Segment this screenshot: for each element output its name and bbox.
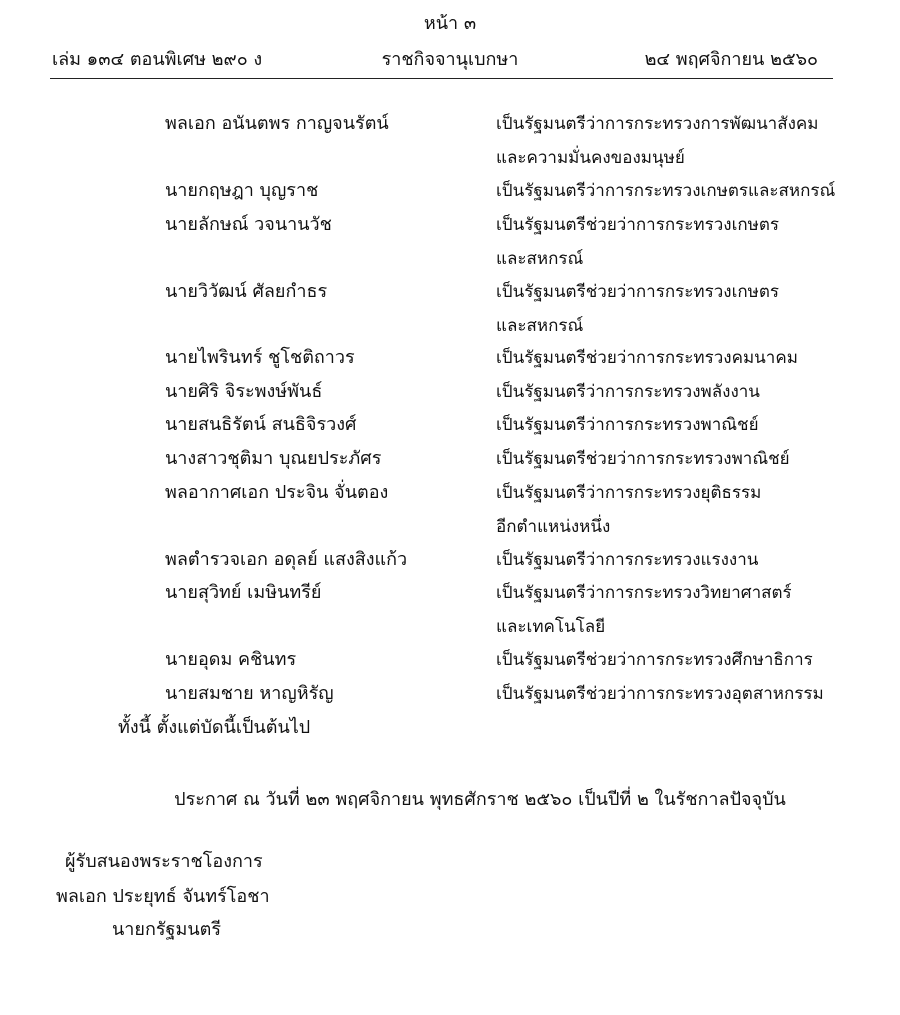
appointee-position: [496, 213, 779, 271]
position-line: เป็นรัฐมนตรีช่วยว่าการกระทรวงอุตสาหกรรม: [496, 684, 824, 704]
position-line-continued: และเทคโนโลยี: [496, 617, 606, 637]
appointee-name: พลตำรวจเอก อดุลย์ แสงสิงแก้ว: [165, 549, 408, 570]
position-line: เป็นรัฐมนตรีช่วยว่าการกระทรวงศึกษาธิการ: [496, 650, 813, 670]
appointee-name: นายสมชาย หาญหิรัญ: [165, 683, 334, 704]
appointee-position: [496, 648, 813, 672]
position-line: เป็นรัฐมนตรีว่าการกระทรวงยุติธรรม: [496, 483, 762, 503]
position-line: เป็นรัฐมนตรีว่าการกระทรวงวิทยาศาสตร์: [496, 583, 792, 603]
appointee-position: [496, 179, 835, 203]
appointee-position: [496, 380, 760, 404]
position-line: เป็นรัฐมนตรีช่วยว่าการกระทรวงคมนาคม: [496, 348, 798, 368]
appointee-name: นายกฤษฎา บุญราช: [165, 180, 319, 201]
gazette-volume-issue: เล่ม ๑๓๔ ตอนพิเศษ ๒๙๐ ง: [52, 49, 263, 70]
position-line: เป็นรัฐมนตรีช่วยว่าการกระทรวงเกษตร: [496, 282, 780, 302]
position-line: เป็นรัฐมนตรีว่าการกระทรวงการพัฒนาสังคม: [496, 114, 819, 134]
signer-name: พลเอก ประยุทธ์ จันทร์โอชา: [56, 886, 270, 907]
appointee-position: [496, 548, 758, 572]
effective-clause: ทั้งนี้ ตั้งแต่บัดนี้เป็นต้นไป: [118, 717, 311, 738]
appointee-position: [496, 682, 824, 706]
appointee-name: นายศิริ จิระพงษ์พันธ์: [165, 381, 323, 402]
appointee-name: นายอุดม คชินทร: [165, 649, 297, 670]
position-line-continued: และความมั่นคงของมนุษย์: [496, 148, 685, 168]
appointee-position: [496, 447, 790, 471]
position-line: เป็นรัฐมนตรีช่วยว่าการกระทรวงพาณิชย์: [496, 449, 790, 469]
signer-title: นายกรัฐมนตรี: [112, 919, 221, 940]
position-line-continued: อีกตำแหน่งหนึ่ง: [496, 517, 611, 537]
position-line: เป็นรัฐมนตรีว่าการกระทรวงพาณิชย์: [496, 415, 759, 435]
position-line-continued: และสหกรณ์: [496, 316, 584, 336]
position-line: เป็นรัฐมนตรีว่าการกระทรวงพลังงาน: [496, 382, 760, 402]
position-line: เป็นรัฐมนตรีว่าการกระทรวงแรงงาน: [496, 550, 759, 570]
appointee-position: [496, 112, 819, 170]
position-line-continued: และสหกรณ์: [496, 249, 584, 269]
appointee-name: นายไพรินทร์ ชูโชติถาวร: [165, 347, 355, 368]
appointee-position: [496, 280, 779, 338]
proclamation-date: ประกาศ ณ วันที่ ๒๓ พฤศจิกายน พุทธศักราช ๒๕๖๐ เป็นปีที่ ๒ ในรัชกาลปัจจุบัน: [174, 789, 786, 810]
gazette-date: ๒๔ พฤศจิกายน ๒๕๖๐: [644, 49, 818, 70]
position-line: เป็นรัฐมนตรีช่วยว่าการกระทรวงเกษตร: [496, 215, 780, 235]
appointee-name: พลเอก อนันตพร กาญจนรัตน์: [165, 113, 389, 134]
appointee-position: [496, 413, 759, 437]
position-line: เป็นรัฐมนตรีว่าการกระทรวงเกษตรและสหกรณ์: [496, 181, 836, 201]
appointee-position: [496, 581, 792, 639]
appointee-name: นายลักษณ์ วจนานวัช: [165, 214, 332, 235]
countersign-label: ผู้รับสนองพระราชโองการ: [65, 851, 263, 872]
page-number: หน้า ๓: [423, 13, 477, 34]
appointee-name: นางสาวชุติมา บุณยประภัศร: [165, 448, 382, 469]
gazette-title: ราชกิจจานุเบกษา: [381, 49, 519, 70]
appointee-name: นายสนธิรัตน์ สนธิจิรวงศ์: [165, 414, 357, 435]
header-divider: [50, 78, 833, 79]
appointee-name: พลอากาศเอก ประจิน จั่นตอง: [165, 482, 389, 503]
appointee-position: [496, 346, 798, 370]
appointee-position: [496, 481, 761, 539]
appointee-name: นายวิวัฒน์ ศัลยกำธร: [165, 281, 328, 302]
appointee-name: นายสุวิทย์ เมษินทรีย์: [165, 582, 322, 603]
